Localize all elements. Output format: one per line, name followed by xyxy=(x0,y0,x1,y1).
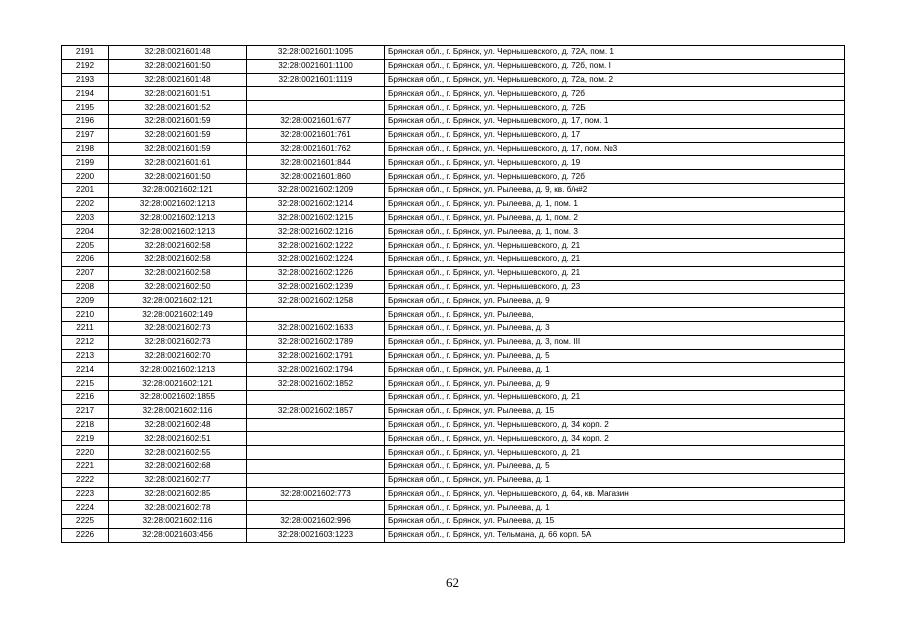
table-row xyxy=(62,59,845,73)
row-number-cell: 2211 xyxy=(62,321,109,335)
object-cadastral-number-cell: 32:28:0021601:860 xyxy=(247,170,385,184)
row-number-cell: 2191 xyxy=(62,46,109,60)
row-number-cell: 2210 xyxy=(62,308,109,322)
parcel-cadastral-number-cell: 32:28:0021603:456 xyxy=(109,528,247,542)
object-cadastral-number-cell: 32:28:0021601:677 xyxy=(247,114,385,128)
row-number-cell: 2209 xyxy=(62,294,109,308)
table-row xyxy=(62,239,845,253)
table-row xyxy=(62,142,845,156)
parcel-cadastral-number-cell: 32:28:0021602:58 xyxy=(109,266,247,280)
address-cell: Брянская обл., г. Брянск, ул. Чернышевского, д. 17 xyxy=(385,128,845,142)
parcel-cadastral-number-cell: 32:28:0021601:59 xyxy=(109,142,247,156)
object-cadastral-number-cell: 32:28:0021602:1224 xyxy=(247,252,385,266)
address-cell: Брянская обл., г. Брянск, ул. Чернышевского, д. 72А, пом. 1 xyxy=(385,46,845,60)
object-cadastral-number-cell: 32:28:0021602:1852 xyxy=(247,377,385,391)
table-row xyxy=(62,183,845,197)
address-cell: Брянская обл., г. Брянск, ул. Рылеева, д. 1 xyxy=(385,473,845,487)
address-cell: Брянская обл., г. Брянск, ул. Чернышевского, д. 17, пом. 1 xyxy=(385,114,845,128)
row-number-cell: 2213 xyxy=(62,349,109,363)
table-row xyxy=(62,473,845,487)
object-cadastral-number-cell xyxy=(247,459,385,473)
table-row xyxy=(62,487,845,501)
address-cell: Брянская обл., г. Брянск, ул. Рылеева, д. 9, кв. б/н#2 xyxy=(385,183,845,197)
object-cadastral-number-cell: 32:28:0021602:1226 xyxy=(247,266,385,280)
row-number-cell: 2204 xyxy=(62,225,109,239)
cadastral-table xyxy=(61,45,845,543)
row-number-cell: 2217 xyxy=(62,404,109,418)
row-number-cell: 2219 xyxy=(62,432,109,446)
address-cell: Брянская обл., г. Брянск, ул. Чернышевского, д. 34 корп. 2 xyxy=(385,418,845,432)
row-number-cell: 2216 xyxy=(62,390,109,404)
table-row xyxy=(62,46,845,60)
table-row xyxy=(62,459,845,473)
parcel-cadastral-number-cell: 32:28:0021601:52 xyxy=(109,101,247,115)
table-row xyxy=(62,170,845,184)
table-row xyxy=(62,390,845,404)
parcel-cadastral-number-cell: 32:28:0021602:85 xyxy=(109,487,247,501)
row-number-cell: 2203 xyxy=(62,211,109,225)
parcel-cadastral-number-cell: 32:28:0021602:1213 xyxy=(109,211,247,225)
parcel-cadastral-number-cell: 32:28:0021602:1213 xyxy=(109,197,247,211)
row-number-cell: 2202 xyxy=(62,197,109,211)
row-number-cell: 2193 xyxy=(62,73,109,87)
object-cadastral-number-cell: 32:28:0021602:1209 xyxy=(247,183,385,197)
object-cadastral-number-cell xyxy=(247,501,385,515)
parcel-cadastral-number-cell: 32:28:0021602:121 xyxy=(109,183,247,197)
parcel-cadastral-number-cell: 32:28:0021602:51 xyxy=(109,432,247,446)
object-cadastral-number-cell: 32:28:0021602:996 xyxy=(247,515,385,529)
table-row xyxy=(62,294,845,308)
address-cell: Брянская обл., г. Брянск, ул. Рылеева, д. 1 xyxy=(385,363,845,377)
address-cell: Брянская обл., г. Брянск, ул. Чернышевского, д. 21 xyxy=(385,239,845,253)
parcel-cadastral-number-cell: 32:28:0021602:78 xyxy=(109,501,247,515)
object-cadastral-number-cell: 32:28:0021603:1223 xyxy=(247,528,385,542)
row-number-cell: 2198 xyxy=(62,142,109,156)
parcel-cadastral-number-cell: 32:28:0021602:149 xyxy=(109,308,247,322)
object-cadastral-number-cell xyxy=(247,308,385,322)
object-cadastral-number-cell xyxy=(247,101,385,115)
object-cadastral-number-cell: 32:28:0021602:1222 xyxy=(247,239,385,253)
object-cadastral-number-cell xyxy=(247,432,385,446)
row-number-cell: 2199 xyxy=(62,156,109,170)
address-cell: Брянская обл., г. Брянск, ул. Рылеева, д. 5 xyxy=(385,459,845,473)
table-row xyxy=(62,404,845,418)
row-number-cell: 2206 xyxy=(62,252,109,266)
address-cell: Брянская обл., г. Брянск, ул. Рылеева, xyxy=(385,308,845,322)
row-number-cell: 2205 xyxy=(62,239,109,253)
parcel-cadastral-number-cell: 32:28:0021601:48 xyxy=(109,73,247,87)
row-number-cell: 2196 xyxy=(62,114,109,128)
address-cell: Брянская обл., г. Брянск, ул. Чернышевского, д. 72б xyxy=(385,170,845,184)
parcel-cadastral-number-cell: 32:28:0021602:77 xyxy=(109,473,247,487)
row-number-cell: 2192 xyxy=(62,59,109,73)
table-row xyxy=(62,128,845,142)
object-cadastral-number-cell: 32:28:0021601:1119 xyxy=(247,73,385,87)
object-cadastral-number-cell: 32:28:0021602:1215 xyxy=(247,211,385,225)
table-row xyxy=(62,280,845,294)
address-cell: Брянская обл., г. Брянск, ул. Рылеева, д. 9 xyxy=(385,377,845,391)
table-row xyxy=(62,101,845,115)
parcel-cadastral-number-cell: 32:28:0021601:61 xyxy=(109,156,247,170)
parcel-cadastral-number-cell: 32:28:0021601:59 xyxy=(109,128,247,142)
address-cell: Брянская обл., г. Брянск, ул. Рылеева, д. 1, пом. 2 xyxy=(385,211,845,225)
object-cadastral-number-cell: 32:28:0021602:1857 xyxy=(247,404,385,418)
row-number-cell: 2222 xyxy=(62,473,109,487)
row-number-cell: 2225 xyxy=(62,515,109,529)
parcel-cadastral-number-cell: 32:28:0021602:70 xyxy=(109,349,247,363)
table-row xyxy=(62,515,845,529)
address-cell: Брянская обл., г. Брянск, ул. Чернышевского, д. 72а, пом. 2 xyxy=(385,73,845,87)
parcel-cadastral-number-cell: 32:28:0021602:1213 xyxy=(109,225,247,239)
parcel-cadastral-number-cell: 32:28:0021602:50 xyxy=(109,280,247,294)
object-cadastral-number-cell xyxy=(247,390,385,404)
page-number: 62 xyxy=(446,575,459,590)
address-cell: Брянская обл., г. Брянск, ул. Тельмана, д. 66 корп. 5А xyxy=(385,528,845,542)
row-number-cell: 2195 xyxy=(62,101,109,115)
address-cell: Брянская обл., г. Брянск, ул. Рылеева, д. 3, пом. III xyxy=(385,335,845,349)
table-row xyxy=(62,266,845,280)
table-row xyxy=(62,225,845,239)
parcel-cadastral-number-cell: 32:28:0021602:116 xyxy=(109,404,247,418)
address-cell: Брянская обл., г. Брянск, ул. Рылеева, д. 1 xyxy=(385,501,845,515)
address-cell: Брянская обл., г. Брянск, ул. Рылеева, д. 5 xyxy=(385,349,845,363)
row-number-cell: 2223 xyxy=(62,487,109,501)
row-number-cell: 2194 xyxy=(62,87,109,101)
address-cell: Брянская обл., г. Брянск, ул. Рылеева, д. 15 xyxy=(385,515,845,529)
table-row xyxy=(62,114,845,128)
object-cadastral-number-cell: 32:28:0021601:844 xyxy=(247,156,385,170)
address-cell: Брянская обл., г. Брянск, ул. Чернышевского, д. 34 корп. 2 xyxy=(385,432,845,446)
table-row xyxy=(62,377,845,391)
table-row xyxy=(62,197,845,211)
object-cadastral-number-cell: 32:28:0021602:1789 xyxy=(247,335,385,349)
parcel-cadastral-number-cell: 32:28:0021602:1213 xyxy=(109,363,247,377)
address-cell: Брянская обл., г. Брянск, ул. Рылеева, д. 1, пом. 1 xyxy=(385,197,845,211)
parcel-cadastral-number-cell: 32:28:0021601:51 xyxy=(109,87,247,101)
row-number-cell: 2201 xyxy=(62,183,109,197)
object-cadastral-number-cell: 32:28:0021602:1633 xyxy=(247,321,385,335)
object-cadastral-number-cell xyxy=(247,87,385,101)
parcel-cadastral-number-cell: 32:28:0021602:48 xyxy=(109,418,247,432)
object-cadastral-number-cell: 32:28:0021601:761 xyxy=(247,128,385,142)
row-number-cell: 2212 xyxy=(62,335,109,349)
table-row xyxy=(62,335,845,349)
object-cadastral-number-cell: 32:28:0021602:773 xyxy=(247,487,385,501)
table-row xyxy=(62,363,845,377)
address-cell: Брянская обл., г. Брянск, ул. Чернышевского, д. 21 xyxy=(385,390,845,404)
object-cadastral-number-cell: 32:28:0021601:1100 xyxy=(247,59,385,73)
parcel-cadastral-number-cell: 32:28:0021602:121 xyxy=(109,294,247,308)
parcel-cadastral-number-cell: 32:28:0021602:73 xyxy=(109,321,247,335)
row-number-cell: 2208 xyxy=(62,280,109,294)
object-cadastral-number-cell: 32:28:0021602:1216 xyxy=(247,225,385,239)
parcel-cadastral-number-cell: 32:28:0021601:48 xyxy=(109,46,247,60)
parcel-cadastral-number-cell: 32:28:0021601:59 xyxy=(109,114,247,128)
table-row xyxy=(62,349,845,363)
row-number-cell: 2218 xyxy=(62,418,109,432)
object-cadastral-number-cell xyxy=(247,418,385,432)
table-row xyxy=(62,432,845,446)
object-cadastral-number-cell: 32:28:0021602:1258 xyxy=(247,294,385,308)
address-cell: Брянская обл., г. Брянск, ул. Чернышевского, д. 72Б xyxy=(385,101,845,115)
table-row xyxy=(62,252,845,266)
row-number-cell: 2214 xyxy=(62,363,109,377)
parcel-cadastral-number-cell: 32:28:0021602:58 xyxy=(109,239,247,253)
object-cadastral-number-cell xyxy=(247,446,385,460)
row-number-cell: 2226 xyxy=(62,528,109,542)
parcel-cadastral-number-cell: 32:28:0021602:73 xyxy=(109,335,247,349)
address-cell: Брянская обл., г. Брянск, ул. Чернышевского, д. 72б xyxy=(385,87,845,101)
table-row xyxy=(62,418,845,432)
row-number-cell: 2224 xyxy=(62,501,109,515)
table-row xyxy=(62,321,845,335)
parcel-cadastral-number-cell: 32:28:0021602:121 xyxy=(109,377,247,391)
row-number-cell: 2220 xyxy=(62,446,109,460)
address-cell: Брянская обл., г. Брянск, ул. Рылеева, д. 9 xyxy=(385,294,845,308)
address-cell: Брянская обл., г. Брянск, ул. Чернышевского, д. 19 xyxy=(385,156,845,170)
parcel-cadastral-number-cell: 32:28:0021602:116 xyxy=(109,515,247,529)
parcel-cadastral-number-cell: 32:28:0021602:68 xyxy=(109,459,247,473)
row-number-cell: 2197 xyxy=(62,128,109,142)
parcel-cadastral-number-cell: 32:28:0021602:55 xyxy=(109,446,247,460)
object-cadastral-number-cell xyxy=(247,473,385,487)
parcel-cadastral-number-cell: 32:28:0021602:58 xyxy=(109,252,247,266)
row-number-cell: 2207 xyxy=(62,266,109,280)
object-cadastral-number-cell: 32:28:0021602:1214 xyxy=(247,197,385,211)
row-number-cell: 2221 xyxy=(62,459,109,473)
object-cadastral-number-cell: 32:28:0021601:1095 xyxy=(247,46,385,60)
object-cadastral-number-cell: 32:28:0021602:1791 xyxy=(247,349,385,363)
table-row xyxy=(62,528,845,542)
table-row xyxy=(62,446,845,460)
table-row xyxy=(62,211,845,225)
address-cell: Брянская обл., г. Брянск, ул. Чернышевского, д. 17, пом. №3 xyxy=(385,142,845,156)
table-row xyxy=(62,501,845,515)
table-row xyxy=(62,87,845,101)
row-number-cell: 2215 xyxy=(62,377,109,391)
row-number-cell: 2200 xyxy=(62,170,109,184)
address-cell: Брянская обл., г. Брянск, ул. Чернышевского, д. 72б, пом. I xyxy=(385,59,845,73)
parcel-cadastral-number-cell: 32:28:0021602:1855 xyxy=(109,390,247,404)
cadastral-table-body xyxy=(62,46,845,543)
address-cell: Брянская обл., г. Брянск, ул. Рылеева, д. 1, пом. 3 xyxy=(385,225,845,239)
address-cell: Брянская обл., г. Брянск, ул. Чернышевского, д. 21 xyxy=(385,446,845,460)
table-row xyxy=(62,73,845,87)
address-cell: Брянская обл., г. Брянск, ул. Чернышевского, д. 21 xyxy=(385,266,845,280)
address-cell: Брянская обл., г. Брянск, ул. Чернышевского, д. 23 xyxy=(385,280,845,294)
parcel-cadastral-number-cell: 32:28:0021601:50 xyxy=(109,59,247,73)
address-cell: Брянская обл., г. Брянск, ул. Рылеева, д. 15 xyxy=(385,404,845,418)
table-row xyxy=(62,156,845,170)
object-cadastral-number-cell: 32:28:0021602:1239 xyxy=(247,280,385,294)
address-cell: Брянская обл., г. Брянск, ул. Чернышевского, д. 21 xyxy=(385,252,845,266)
parcel-cadastral-number-cell: 32:28:0021601:50 xyxy=(109,170,247,184)
table-row xyxy=(62,308,845,322)
address-cell: Брянская обл., г. Брянск, ул. Рылеева, д. 3 xyxy=(385,321,845,335)
object-cadastral-number-cell: 32:28:0021602:1794 xyxy=(247,363,385,377)
address-cell: Брянская обл., г. Брянск, ул. Чернышевского, д. 64, кв. Магазин xyxy=(385,487,845,501)
object-cadastral-number-cell: 32:28:0021601:762 xyxy=(247,142,385,156)
